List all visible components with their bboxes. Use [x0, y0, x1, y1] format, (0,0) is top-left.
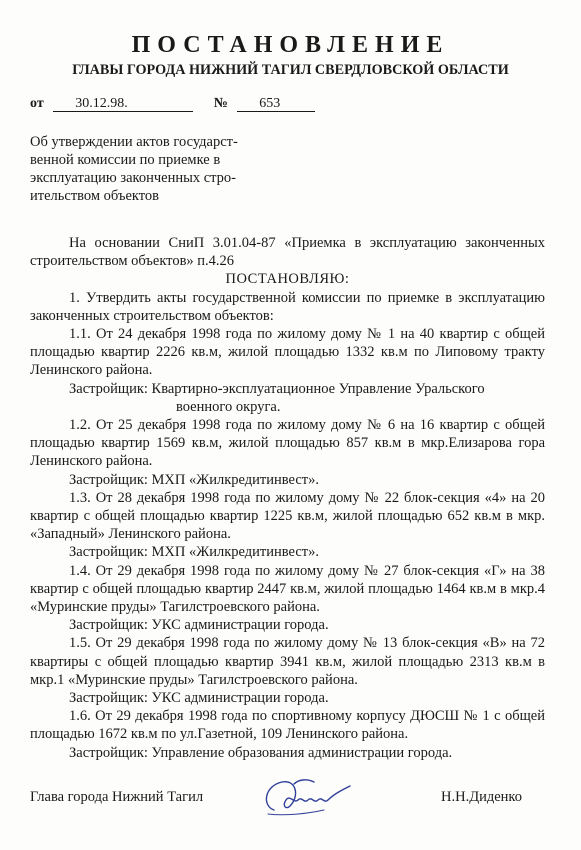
developer-1	[30, 380, 545, 398]
document-body	[30, 234, 545, 762]
number-label: №	[213, 96, 228, 111]
developer-1-continued: военного округа.	[176, 398, 281, 415]
subject-line: ительством объектов	[30, 188, 159, 204]
item-1-3: 1.3. От 28 декабря 1998 года по жилому дому № 22 блок-секция «4» на 20 квартир с общей площадью квартир 1225 кв.м, жилой площадью 652 кв.м в мкр. «Западный» Ленинского района.	[30, 489, 545, 543]
developer-3: Застройщик: МХП «Жилкредитинвест».	[69, 544, 319, 561]
date-label: от	[30, 96, 44, 111]
signature-image	[254, 770, 354, 826]
developer-4: Застройщик: УКС администрации города.	[69, 617, 329, 634]
developer-label: Застройщик:	[69, 380, 148, 397]
developer-name: Квартирно-эксплуатационное Управление Уральского	[151, 380, 485, 397]
document-date: 30.12.98.	[53, 96, 193, 112]
document-title: ПОСТАНОВЛЕНИЕ	[131, 32, 450, 58]
item-1-2: 1.2. От 25 декабря 1998 года по жилому дому № 6 на 16 квартир с общей площадью квартир 1569 кв.м, жилой площадью 857 кв.м в мкр.Елизарова гора Ленинского района.	[30, 417, 545, 470]
decree-heading: ПОСТАНОВЛЯЮ:	[225, 271, 350, 288]
item-1-1: 1.1. От 24 декабря 1998 года по жилому дому № 1 на 40 квартир с общей площадью квартир 2226 кв.м, жилой площадью 1332 кв.м по Липовому тракту Ленинского района.	[30, 326, 545, 379]
item-1-5: 1.5. От 29 декабря 1998 года по жилому дому № 13 блок-секция «В» на 72 квартиры с общей площадью квартир 3941 кв.м, жилой площадью 2313 кв.м в мкр.1 «Муринские пруды» Тагилстроевского района.	[30, 635, 545, 688]
item-1: 1. Утвердить акты государственной комиссии по приемке в эксплуатацию законченных строительством объектов:	[30, 289, 545, 324]
item-1-4: 1.4. От 29 декабря 1998 года по жилому дому № 27 блок-секция «Г» на 38 квартир с общей площадью квартир 2447 кв.м, жилой площадью 1464 кв.м в мкр.4 «Муринские пруды» Тагилстроевского района.	[30, 562, 545, 616]
document-subtitle: ГЛАВЫ ГОРОДА НИЖНИЙ ТАГИЛ СВЕРДЛОВСКОЙ ОБЛАСТИ	[72, 62, 509, 78]
subject-line: Об утверждении актов государст-	[30, 134, 238, 150]
developer-6: Застройщик: Управление образования администрации города.	[69, 744, 453, 761]
developer-5: Застройщик: УКС администрации города.	[69, 690, 329, 707]
signatory-position: Глава города Нижний Тагил	[30, 789, 204, 805]
signatory-name: Н.Н.Диденко	[441, 789, 522, 805]
subject-line: эксплуатацию законченных стро-	[30, 170, 237, 186]
basis-paragraph: На основании СниП 3.01.04-87 «Приемка в эксплуатацию законченных строительством объектов» п.4.26	[30, 235, 545, 270]
subject-line: венной комиссии по приемке в	[30, 152, 221, 168]
document-meta	[30, 95, 315, 113]
developer-2: Застройщик: МХП «Жилкредитинвест».	[69, 471, 319, 488]
item-1-6: 1.6. От 29 декабря 1998 года по спортивному корпусу ДЮСШ № 1 с общей площадью 1672 кв.м по ул.Газетной, 109 Ленинского района.	[30, 708, 545, 743]
document-subject	[30, 133, 270, 205]
document-number: 653	[237, 96, 315, 112]
